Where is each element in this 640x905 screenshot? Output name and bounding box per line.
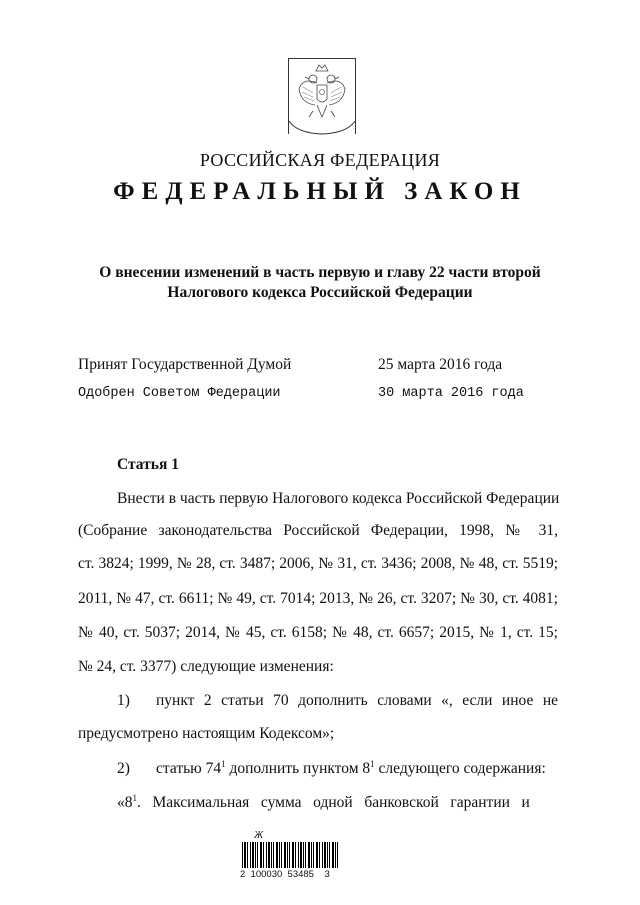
barcode-icon [240, 842, 340, 868]
article-line-3: ст. 3824; 1999, № 28, ст. 3487; 2006, № 31, ст. 3436; 2008, № 48, ст. 5519; [78, 555, 558, 572]
item-1-text: пункт 2 статьи 70 дополнить словами «, если иное не [156, 692, 558, 709]
law-subject [60, 263, 580, 303]
item-2-text: статью $74^1$ дополнить пунктом $8^1$ следующего содержания: [156, 758, 546, 777]
quoted-clause-line: «$8^1$. Максимальная сумма одной банковской гарантии и [117, 792, 530, 811]
item-1-number: 1) [117, 692, 130, 709]
council-label: Одобрен Советом Федерации [78, 386, 281, 401]
duma-date: 25 марта 2016 года [378, 356, 503, 373]
emblem-frame [288, 58, 356, 134]
country-name: РОССИЙСКАЯ ФЕДЕРАЦИЯ [199, 150, 441, 170]
law-type-title: ФЕДЕРАЛЬНЫЙ ЗАКОН [113, 178, 527, 205]
article-heading: Статья 1 [117, 456, 179, 473]
article-line-5: № 40, ст. 5037; 2014, № 45, ст. 6158; № 48, ст. 6657; 2015, № 1, ст. 15; [78, 624, 558, 641]
item-1-continuation: предусмотрено настоящим Кодексом»; [78, 725, 335, 742]
law-subject-line-2: Налогового кодекса Российской Федерации [167, 284, 473, 301]
item-2-number: 2) [117, 760, 130, 777]
duma-label: Принят Государственной Думой [78, 356, 292, 373]
council-date: 30 марта 2016 года [378, 386, 524, 401]
article-line-4: 2011, № 47, ст. 6611; № 49, ст. 7014; 2013, № 26, ст. 3207; № 30, ст. 4081; [78, 590, 558, 607]
document-barcode [240, 832, 345, 880]
article-line-1: Внести в часть первую Налогового кодекса Российской Федерации [117, 490, 560, 507]
law-subject-line-1: О внесении изменений в часть первую и главу 22 части второй [99, 264, 541, 281]
barcode-digits: 2 100030 53485 3 [240, 869, 330, 880]
handwritten-mark: Ж [254, 830, 264, 841]
article-line-6: № 24, ст. 3377) следующие изменения: [78, 658, 334, 675]
article-line-2: (Собрание законодательства Российской Федерации, 1998, № 31, [78, 522, 558, 539]
double-headed-eagle-emblem-icon [289, 59, 355, 135]
